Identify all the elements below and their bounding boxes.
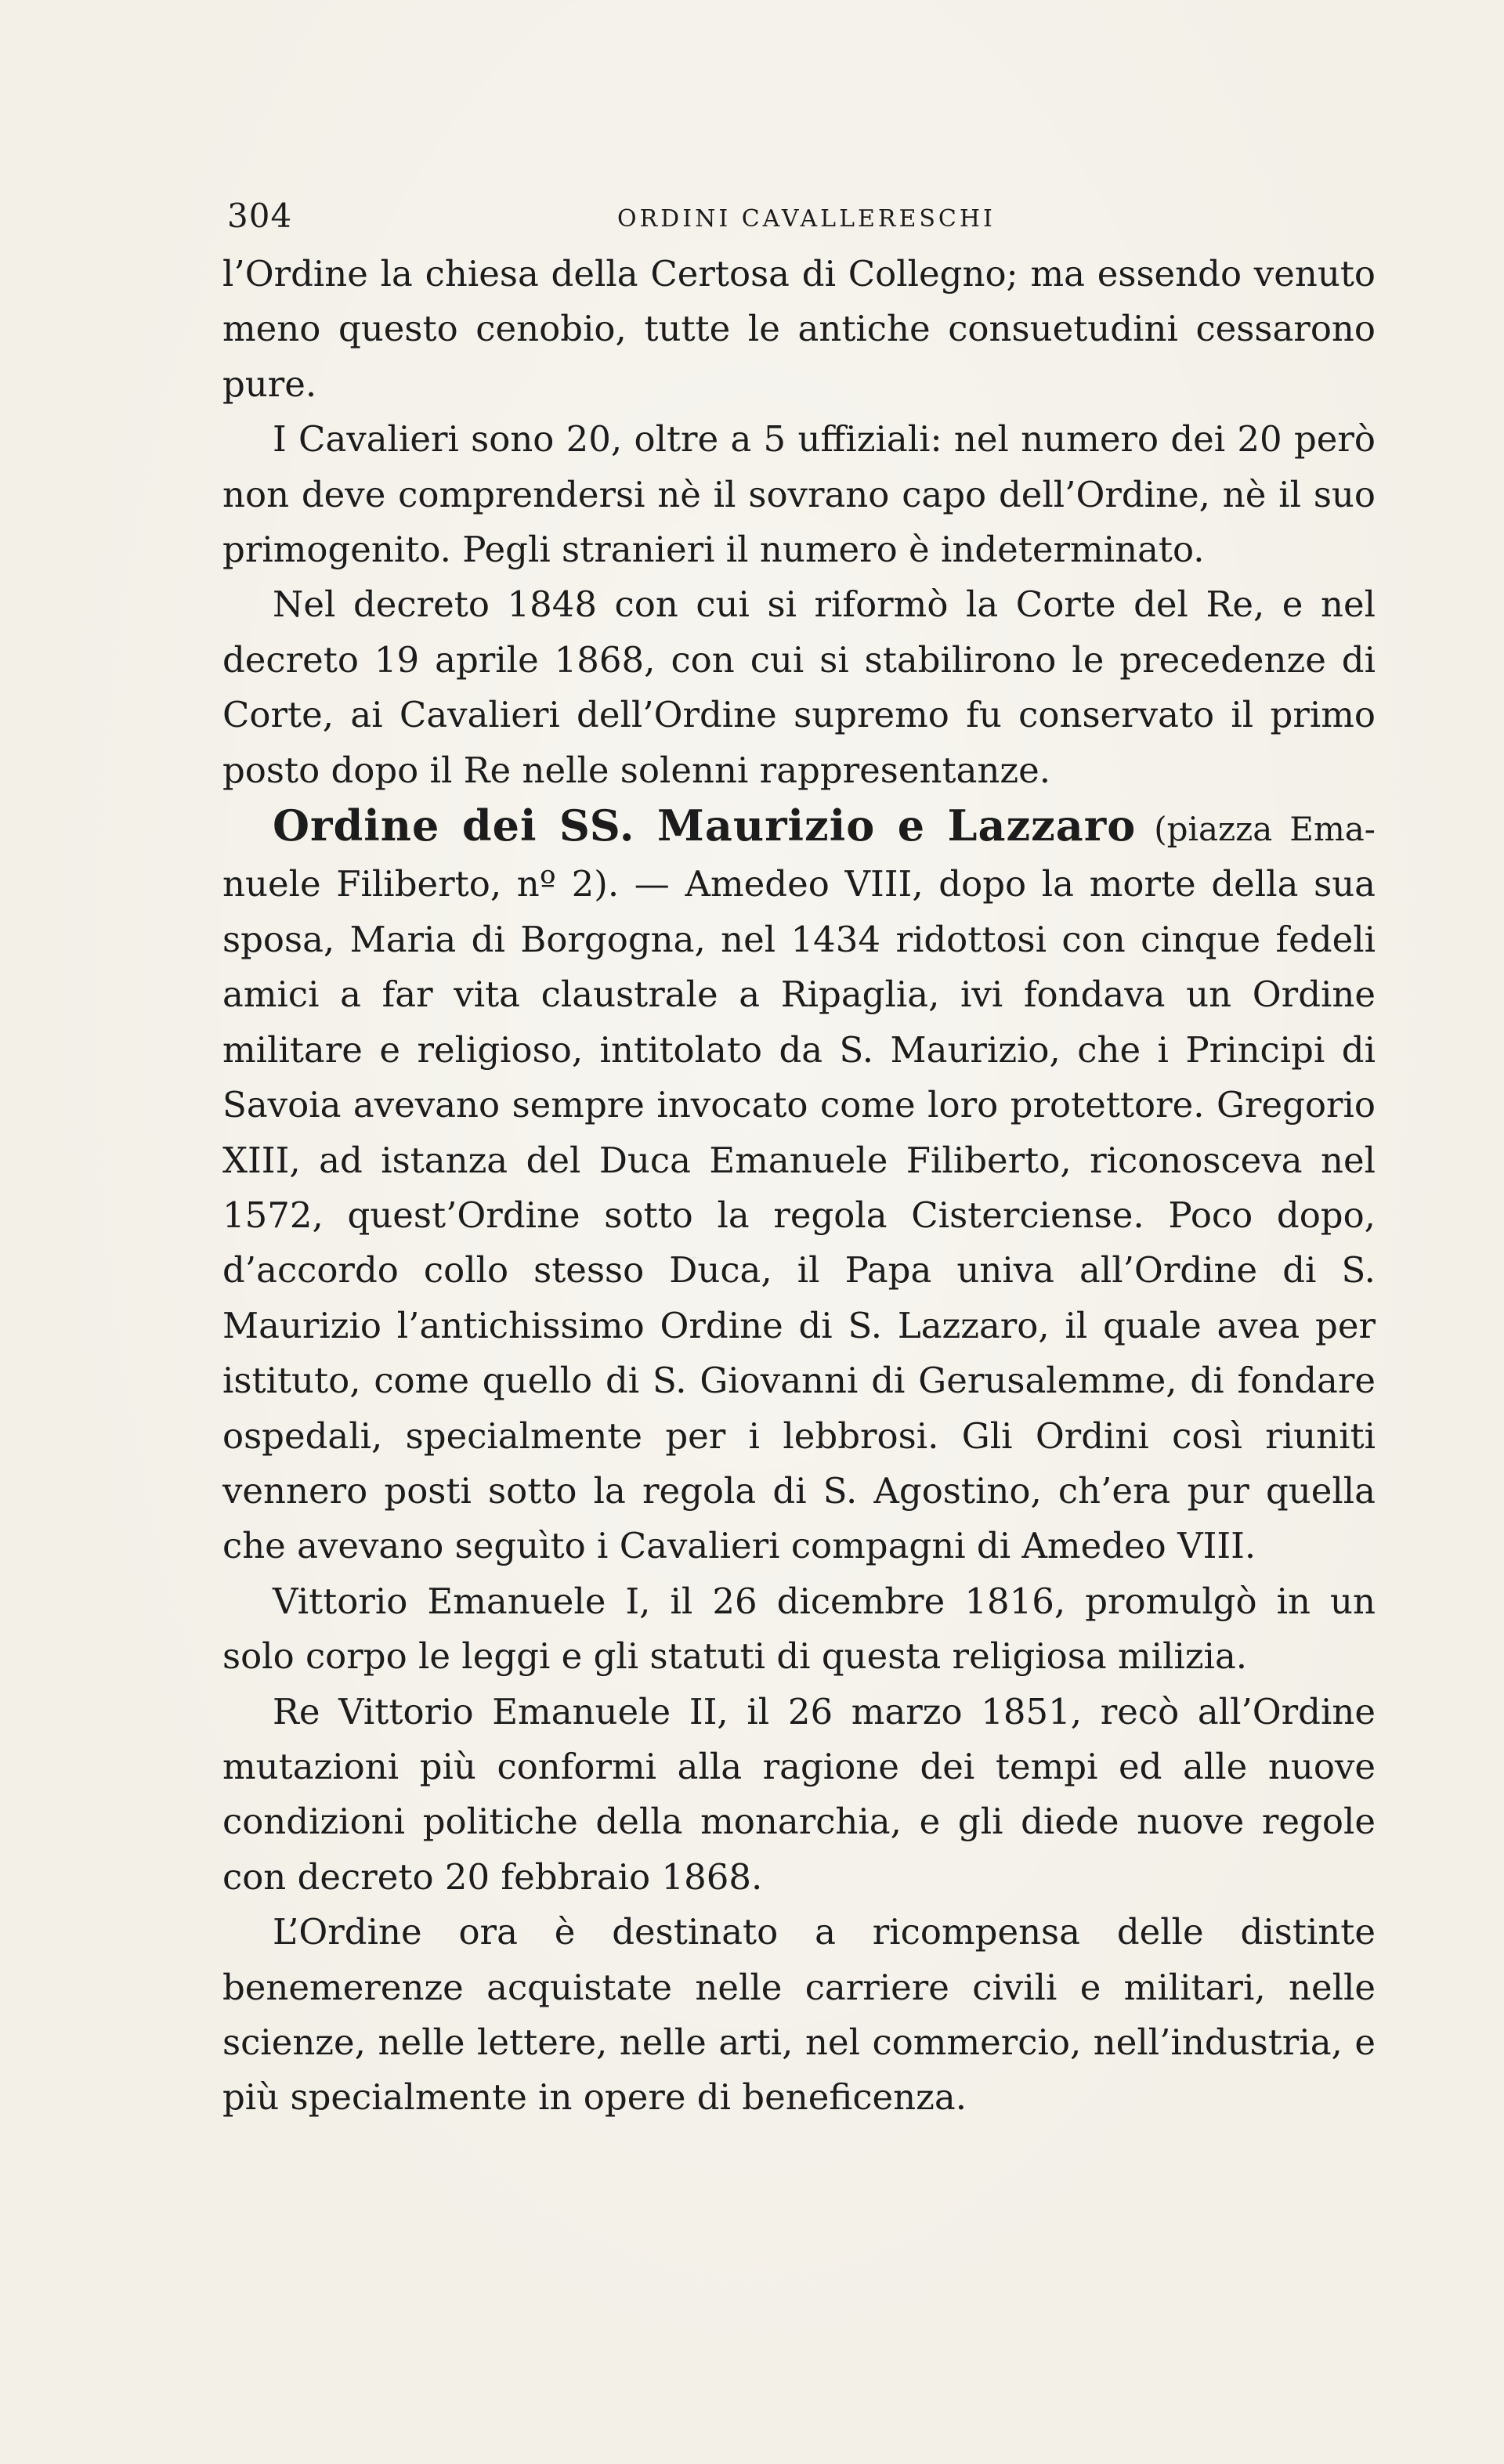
paragraph-5: Vittorio Emanuele I, il 26 dicembre 1816, promulgò in un solo corpo le leggi e gli statuti di questa religiosa milizia. — [222, 1580, 1376, 1678]
page-number: 304 — [227, 197, 293, 235]
page-header — [224, 193, 1376, 240]
section-heading-location: (piazza Ema- — [1154, 810, 1376, 849]
paragraph-1: l’Ordine la chiesa della Certosa di Collegno; ma essendo venuto meno questo cenobio, tutte le antiche consuetudini cessarono pure. — [222, 253, 1376, 405]
paragraph-4 — [222, 798, 1376, 1574]
paragraph-3: Nel decreto 1848 con cui si riformò la Corte del Re, e nel decreto 19 aprile 1868, con cui si stabilirono le precedenze di Corte, ai Cavalieri dell’Ordine supremo fu conservato il primo posto dopo il Re nelle solenni rappresentanze. — [222, 583, 1376, 791]
paragraph-4-text: nuele Filiberto, nº 2). — Amedeo VIII, dopo la morte della sua sposa, Maria di Borgogna, nel 1434 ridottosi con cinque fedeli amici a far vita claustrale a Ripaglia, ivi fondava un Ordine militare e religioso, intitolato da S. Maurizio, che i Principi di Savoia avevano sempre invocato come loro protettore. Gregorio XIII, ad istanza del Duca Emanuele Filiberto, riconosceva nel 1572, quest’Ordine sotto la regola Cisterciense. Poco dopo, d’accordo collo stesso Duca, il Papa univa all’Ordine di S. Maurizio l’antichissimo Ordine di S. Lazzaro, il quale avea per istituto, come quello di S. Giovanni di Gerusalemme, di fondare ospedali, specialmente per i lebbrosi. Gli Ordini così riuniti vennero posti sotto la regola di S. Agostino, ch’era pur quella che avevano seguìto i Cavalieri compagni di Amedeo VIII. — [222, 863, 1376, 1567]
running-head: ORDINI CAVALLERESCHI — [617, 205, 996, 233]
paragraph-6: Re Vittorio Emanuele II, il 26 marzo 1851, recò all’Ordine mutazioni più conformi alla ragione dei tempi ed alle nuove condizioni politiche della monarchia, e gli diede nuove regole con decreto 20 febbraio 1868. — [222, 1690, 1376, 1898]
paragraph-7: L’Ordine ora è destinato a ricompensa delle distinte benemerenze acquistate nelle carriere civili e militari, nelle scienze, nelle lettere, nelle arti, nel commercio, nell’industria, e più specialmente in opere di beneficenza. — [222, 1911, 1376, 2119]
section-heading: Ordine dei SS. Maurizio e Lazzaro — [273, 800, 1137, 851]
body-text — [222, 247, 1376, 2126]
paragraph-2: I Cavalieri sono 20, oltre a 5 uffiziali: nel numero dei 20 però non deve comprendersi nè il sovrano capo dell’Ordine, nè il suo primogenito. Pegli stranieri il numero è indeterminato. — [222, 418, 1376, 571]
